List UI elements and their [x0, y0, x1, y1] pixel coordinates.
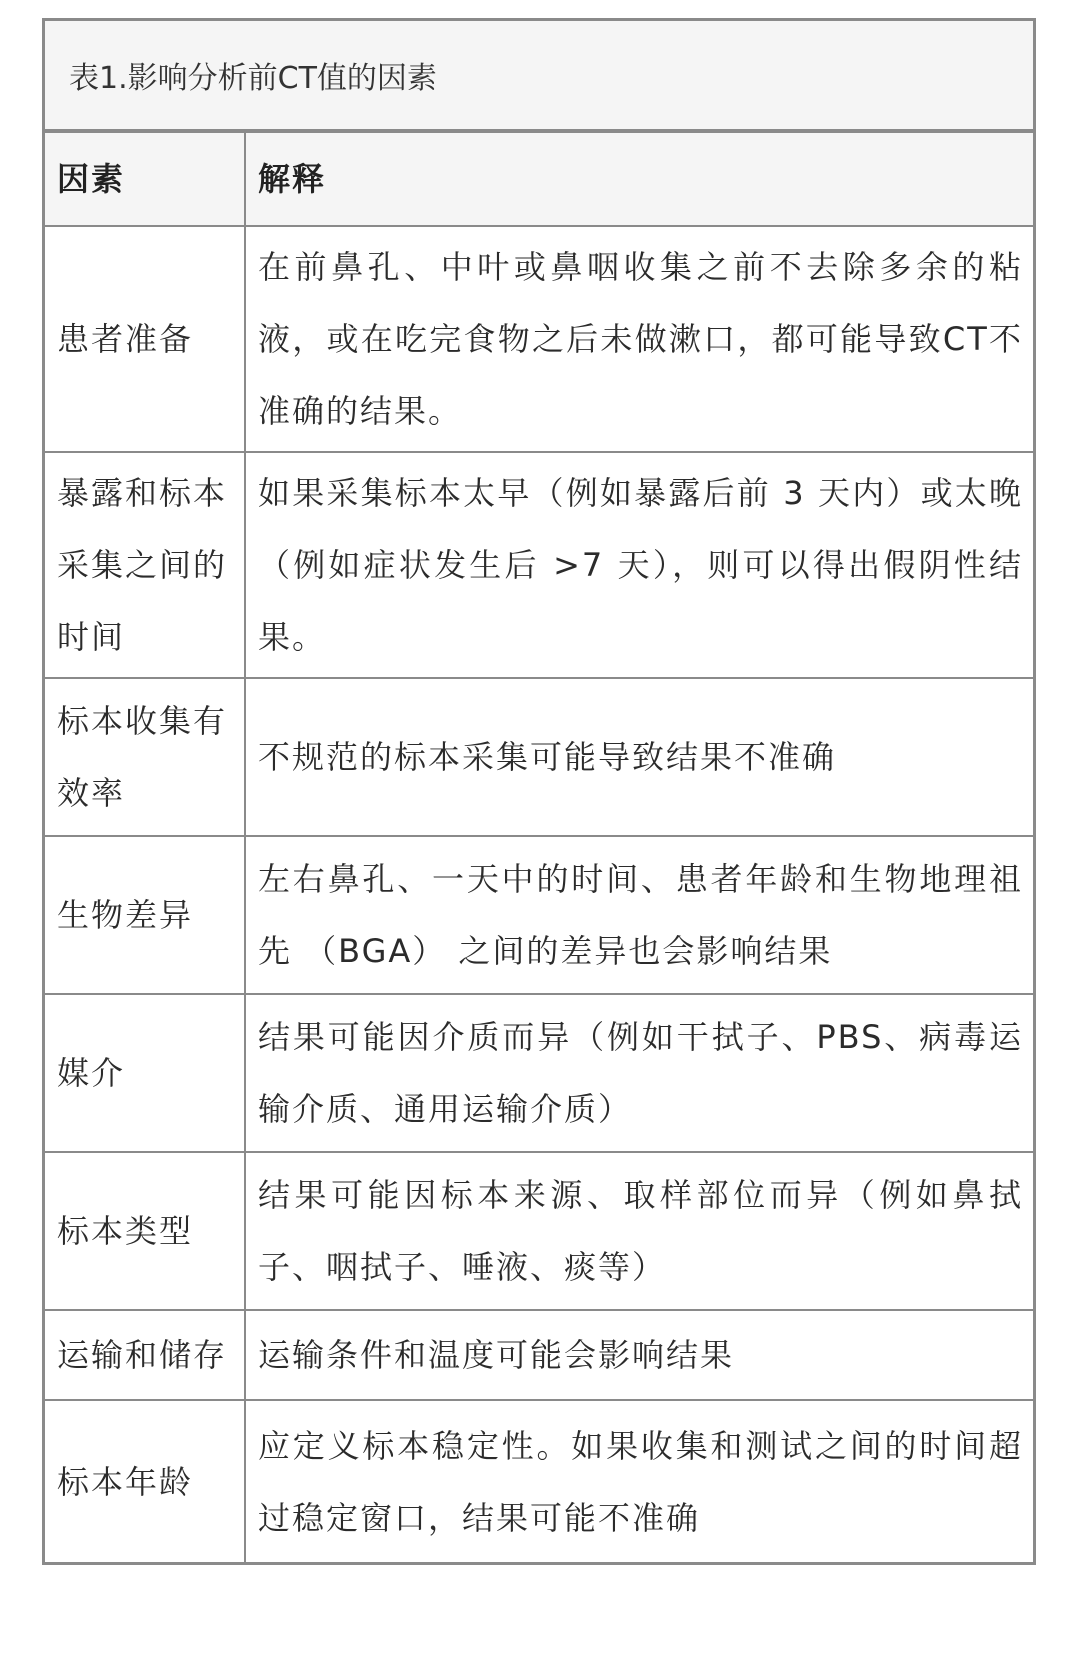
- table-caption: 表1.影响分析前CT值的因素: [45, 21, 1033, 133]
- table-row: [45, 994, 1033, 1152]
- table-row: [45, 226, 1033, 452]
- table-row: [45, 452, 1033, 678]
- factors-grid: [45, 133, 1033, 1562]
- header-row: [45, 133, 1033, 226]
- table-row: [45, 1310, 1033, 1400]
- explanation-cell: 结果可能因介质而异（例如干拭子、PBS、病毒运输介质、通用运输介质）: [245, 994, 1033, 1152]
- table-row: [45, 1152, 1033, 1310]
- explanation-cell: 在前鼻孔、中叶或鼻咽收集之前不去除多余的粘液，或在吃完食物之后未做漱口，都可能导致CT不准确的结果。: [245, 226, 1033, 452]
- explanation-cell: 应定义标本稳定性。如果收集和测试之间的时间超过稳定窗口，结果可能不准确: [245, 1400, 1033, 1562]
- table-row: [45, 678, 1033, 836]
- factor-cell: 暴露和标本采集之间的时间: [45, 452, 245, 678]
- factor-cell: 生物差异: [45, 836, 245, 994]
- explanation-cell: 结果可能因标本来源、取样部位而异（例如鼻拭子、咽拭子、唾液、痰等）: [245, 1152, 1033, 1310]
- explanation-cell: 不规范的标本采集可能导致结果不准确: [245, 678, 1033, 836]
- explanation-cell: 如果采集标本太早（例如暴露后前 3 天内）或太晚（例如症状发生后 >7 天），则可以得出假阴性结果。: [245, 452, 1033, 678]
- factor-cell: 标本收集有效率: [45, 678, 245, 836]
- factors-table: [42, 18, 1036, 1565]
- factor-cell: 患者准备: [45, 226, 245, 452]
- factor-cell: 标本类型: [45, 1152, 245, 1310]
- table-row: [45, 1400, 1033, 1562]
- explanation-cell: 左右鼻孔、一天中的时间、患者年龄和生物地理祖先 （BGA） 之间的差异也会影响结果: [245, 836, 1033, 994]
- table-row: [45, 836, 1033, 994]
- factor-cell: 标本年龄: [45, 1400, 245, 1562]
- explanation-cell: 运输条件和温度可能会影响结果: [245, 1310, 1033, 1400]
- factor-cell: 媒介: [45, 994, 245, 1152]
- column-header-factor: 因素: [45, 133, 245, 226]
- column-header-explanation: 解释: [245, 133, 1033, 226]
- factor-cell: 运输和储存: [45, 1310, 245, 1400]
